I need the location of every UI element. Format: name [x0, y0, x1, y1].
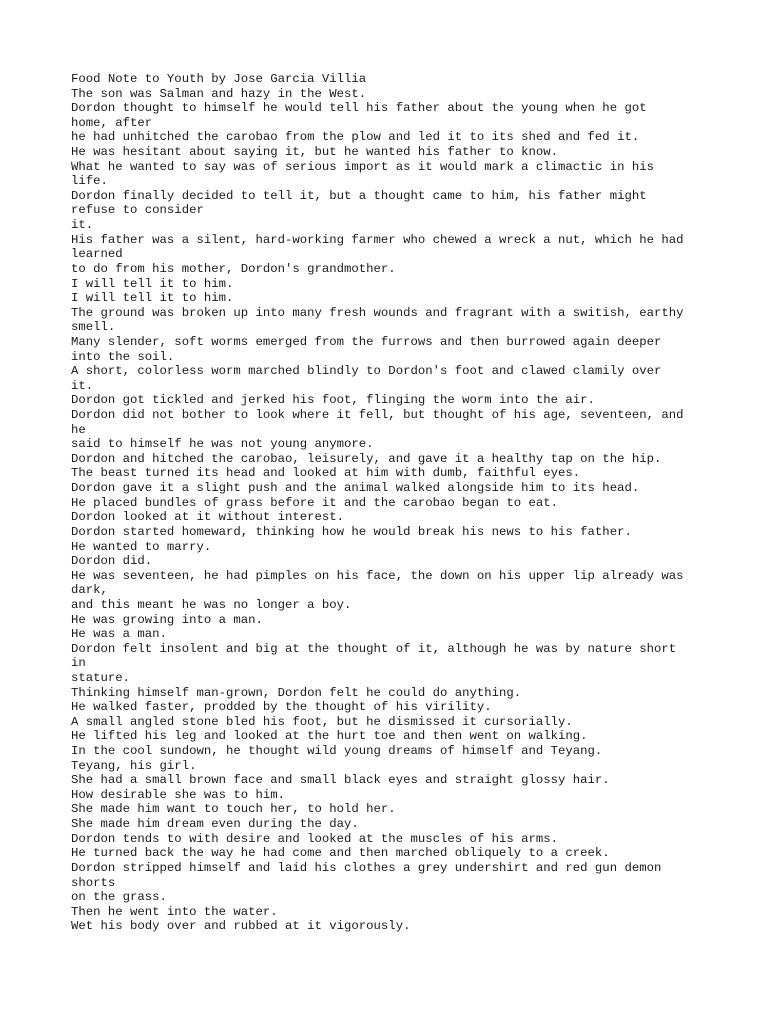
document-line: He wanted to marry.	[71, 539, 212, 554]
document-line: Thinking himself man-grown, Dordon felt he could do anything.	[71, 685, 522, 700]
document-line: She made him want to touch her, to hold her.	[71, 802, 396, 817]
document-line: Dordon looked at it without interest.	[71, 510, 345, 525]
document-line: Dordon thought to himself he would tell his father about the young when he got	[71, 101, 647, 116]
document-line: She made him dream even during the day.	[71, 817, 359, 832]
document-line: His father was a silent, hard-working farmer who chewed a wreck a nut, which he had	[71, 232, 684, 247]
document-line: Many slender, soft worms emerged from the furrows and then burrowed again deeper	[71, 334, 662, 349]
document-line: I will tell it to him.	[71, 291, 234, 306]
document-line: How desirable she was to him.	[71, 787, 286, 802]
document-page	[71, 72, 711, 934]
document-line: The son was Salman and hazy in the West.	[71, 86, 367, 101]
document-line: Dordon felt insolent and big at the thought of it, although he was by nature short	[71, 641, 677, 656]
document-line: into the soil.	[71, 349, 175, 364]
document-line: He was hesitant about saying it, but he wanted his father to know.	[71, 145, 559, 160]
document-line: and this meant he was no longer a boy.	[71, 597, 352, 612]
document-line: Wet his body over and rubbed at it vigorously.	[71, 919, 411, 934]
document-line: Dordon tends to with desire and looked at the muscles of his arms.	[71, 831, 559, 846]
document-line: in	[71, 656, 86, 671]
document-line: he	[71, 422, 86, 437]
document-line: She had a small brown face and small black eyes and straight glossy hair.	[71, 773, 610, 788]
document-line: learned	[71, 247, 123, 262]
document-line: Then he went into the water.	[71, 904, 278, 919]
document-line: stature.	[71, 670, 131, 685]
document-line: Dordon started homeward, thinking how he would break his news to his father.	[71, 524, 632, 539]
document-line: Food Note to Youth by Jose Garcia Villia	[71, 72, 367, 86]
document-line: The beast turned its head and looked at him with dumb, faithful eyes.	[71, 466, 581, 481]
document-line: Dordon did not bother to look where it fell, but thought of his age, seventeen, and	[71, 408, 684, 423]
document-line: He lifted his leg and looked at the hurt toe and then went on walking.	[71, 729, 588, 744]
document-line: He turned back the way he had come and then marched obliquely to a creek.	[71, 846, 610, 861]
document-line: smell.	[71, 320, 116, 335]
document-line: Dordon finally decided to tell it, but a thought came to him, his father might	[71, 188, 647, 203]
document-line: Dordon got tickled and jerked his foot, flinging the worm into the air.	[71, 393, 595, 408]
document-line: He was a man.	[71, 627, 167, 642]
document-line: Dordon stripped himself and laid his clothes a grey undershirt and red gun demon	[71, 860, 662, 875]
document-line: Teyang, his girl.	[71, 758, 197, 773]
document-line: refuse to consider	[71, 203, 204, 218]
document-line: I will tell it to him.	[71, 276, 234, 291]
document-line: dark,	[71, 583, 108, 598]
document-line: Dordon did.	[71, 554, 153, 569]
document-line: Dordon and hitched the carobao, leisurely, and gave it a healthy tap on the hip.	[71, 451, 662, 466]
document-line: In the cool sundown, he thought wild young dreams of himself and Teyang.	[71, 744, 603, 759]
document-line: it.	[71, 218, 94, 233]
document-line: life.	[71, 174, 108, 189]
document-line: home, after	[71, 115, 153, 130]
document-line: it.	[71, 378, 94, 393]
document-line: shorts	[71, 875, 116, 890]
document-line: A small angled stone bled his foot, but he dismissed it cursorially.	[71, 714, 573, 729]
document-line: A short, colorless worm marched blindly to Dordon's foot and clawed clamily over	[71, 364, 662, 379]
document-line: He walked faster, prodded by the thought of his virility.	[71, 700, 492, 715]
document-line: The ground was broken up into many fresh wounds and fragrant with a switish, earthy	[71, 305, 684, 320]
document-line: said to himself he was not young anymore.	[71, 437, 374, 452]
document-line: He was seventeen, he had pimples on his face, the down on his upper lip already was	[71, 568, 684, 583]
document-line: on the grass.	[71, 890, 167, 905]
document-line: What he wanted to say was of serious import as it would mark a climactic in his	[71, 159, 654, 174]
document-line: to do from his mother, Dordon's grandmother.	[71, 261, 396, 276]
document-line: He placed bundles of grass before it and the carobao began to eat.	[71, 495, 559, 510]
document-line: he had unhitched the carobao from the plow and led it to its shed and fed it.	[71, 130, 640, 145]
document-line: He was growing into a man.	[71, 612, 263, 627]
document-line: Dordon gave it a slight push and the animal walked alongside him to its head.	[71, 481, 640, 496]
